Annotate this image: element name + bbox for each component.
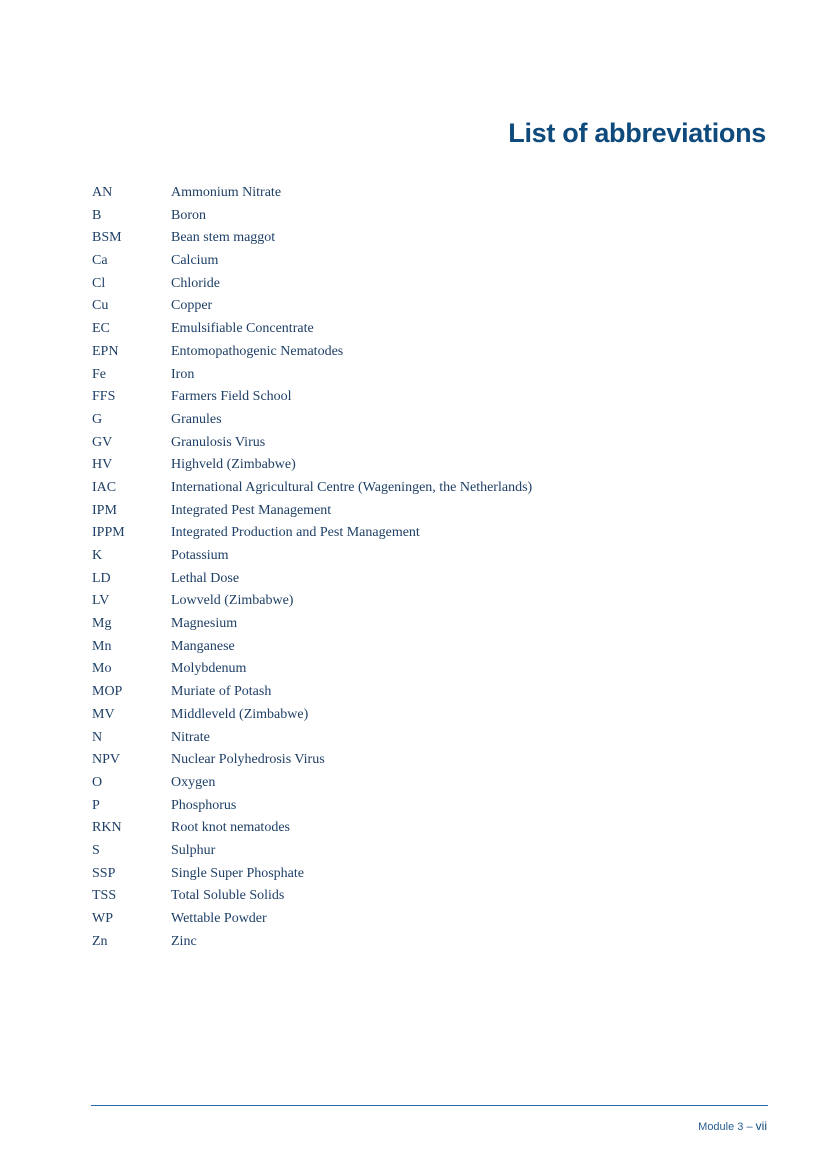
abbreviation-definition: Highveld (Zimbabwe) [171,457,296,473]
abbreviation-definition: Lethal Dose [171,570,240,586]
abbreviation-definition: Chloride [171,275,220,291]
abbreviation-code: AN [92,185,113,200]
abbreviation-row [92,522,772,545]
abbreviation-row [92,749,772,772]
abbreviation-definition: Single Super Phosphate [171,865,304,881]
abbreviation-row [92,295,772,318]
abbreviation-code: K [92,548,103,563]
abbreviation-definition: Molybdenum [171,661,247,677]
abbreviation-row [92,182,772,205]
abbreviation-code: GV [92,434,113,450]
abbreviation-definition: Entomopathogenic Nematodes [171,343,344,359]
abbreviation-definition: Granules [171,411,222,427]
abbreviation-code: HV [92,457,113,473]
abbreviation-definition: Lowveld (Zimbabwe) [171,593,294,609]
abbreviation-code: EPN [92,343,119,359]
abbreviation-row [92,454,772,477]
abbreviation-code: LD [92,570,111,586]
abbreviation-code: MV [92,706,115,722]
abbreviation-code: MOP [92,684,123,700]
abbreviation-code: EC [92,321,110,337]
abbreviation-code: N [92,729,103,745]
abbreviation-code: IPM [92,502,117,518]
abbreviation-row [92,386,772,409]
abbreviation-row [92,500,772,523]
abbreviation-code: RKN [92,820,122,836]
page-title: List of abbreviations [508,118,766,148]
abbreviation-row [92,432,772,455]
abbreviation-row [92,817,772,840]
abbreviation-code: TSS [92,888,117,904]
abbreviation-row [92,613,772,636]
abbreviation-row [92,341,772,364]
abbreviation-definition: Oxygen [171,774,216,790]
abbreviation-row [92,885,772,908]
abbreviation-definition: Integrated Production and Pest Management [171,525,420,541]
abbreviation-row [92,636,772,659]
abbreviation-definition: Farmers Field School [171,389,292,405]
abbreviation-row [92,318,772,341]
abbreviation-code: Mn [92,638,112,654]
abbreviation-row [92,795,772,818]
abbreviation-definition: Ammonium Nitrate [171,185,282,200]
abbreviation-code: Cl [92,275,106,291]
abbreviation-code: IPPM [92,525,125,541]
abbreviation-row [92,704,772,727]
abbreviation-definition: Total Soluble Solids [171,888,285,904]
abbreviation-definition: Boron [171,207,206,223]
abbreviation-definition: Nuclear Polyhedrosis Virus [171,752,325,768]
abbreviation-code: Ca [92,253,108,269]
abbreviation-code: SSP [92,865,116,881]
abbreviation-code: B [92,207,102,223]
abbreviation-code: BSM [92,230,122,246]
abbreviation-row [92,658,772,681]
abbreviation-definition: Bean stem maggot [171,230,276,246]
abbreviation-row [92,727,772,750]
abbreviation-definition: Integrated Pest Management [171,502,332,518]
abbreviation-definition: Zinc [171,933,197,949]
abbreviation-code: Fe [92,366,106,382]
page-footer [698,1119,767,1133]
abbreviation-row [92,205,772,228]
abbreviation-definition: Nitrate [171,729,210,745]
abbreviation-code: LV [92,593,110,609]
abbreviation-row [92,273,772,296]
abbreviation-definition: Calcium [171,253,219,269]
abbreviation-definition: Root knot nematodes [171,820,290,836]
abbreviation-row [92,227,772,250]
abbreviation-definition: Copper [171,298,213,314]
abbreviation-code: S [92,842,100,858]
abbreviation-row [92,908,772,931]
abbreviation-row [92,409,772,432]
abbreviation-definition: Phosphorus [171,797,237,813]
abbreviation-definition: Wettable Powder [171,911,267,926]
abbreviation-code: G [92,411,103,427]
abbreviation-definition: International Agricultural Centre (Wageningen, the Netherlands) [171,479,533,495]
abbreviation-code: Mo [92,661,112,677]
abbreviation-row [92,931,772,954]
abbreviation-row [92,681,772,704]
abbreviation-code: Cu [92,298,109,314]
abbreviation-code: Zn [92,933,108,949]
abbreviation-row [92,590,772,613]
abbreviation-row [92,863,772,886]
abbreviation-row [92,840,772,863]
abbreviation-definition: Granulosis Virus [171,434,266,450]
abbreviation-list [92,182,772,953]
abbreviation-definition: Manganese [171,638,235,654]
abbreviation-definition: Emulsifiable Concentrate [171,321,314,337]
page-number: vii [755,1119,767,1133]
footer-module-label: Module 3 – [698,1121,753,1133]
abbreviation-definition: Sulphur [171,842,216,858]
abbreviation-definition: Iron [171,366,195,382]
abbreviation-definition: Muriate of Potash [171,684,272,700]
abbreviation-code: Mg [92,616,112,632]
abbreviation-row [92,772,772,795]
footer-divider [91,1105,768,1106]
abbreviation-code: FFS [92,389,116,405]
abbreviation-code: IAC [92,479,117,495]
abbreviation-definition: Magnesium [171,616,238,632]
abbreviation-code: O [92,774,103,790]
abbreviation-definition: Middleveld (Zimbabwe) [171,706,309,722]
abbreviation-row [92,477,772,500]
abbreviation-code: NPV [92,752,121,768]
abbreviation-row [92,545,772,568]
abbreviation-code: P [92,797,100,813]
abbreviation-row [92,364,772,387]
abbreviation-code: WP [92,911,113,926]
abbreviation-row [92,568,772,591]
abbreviation-definition: Potassium [171,548,229,563]
abbreviation-row [92,250,772,273]
